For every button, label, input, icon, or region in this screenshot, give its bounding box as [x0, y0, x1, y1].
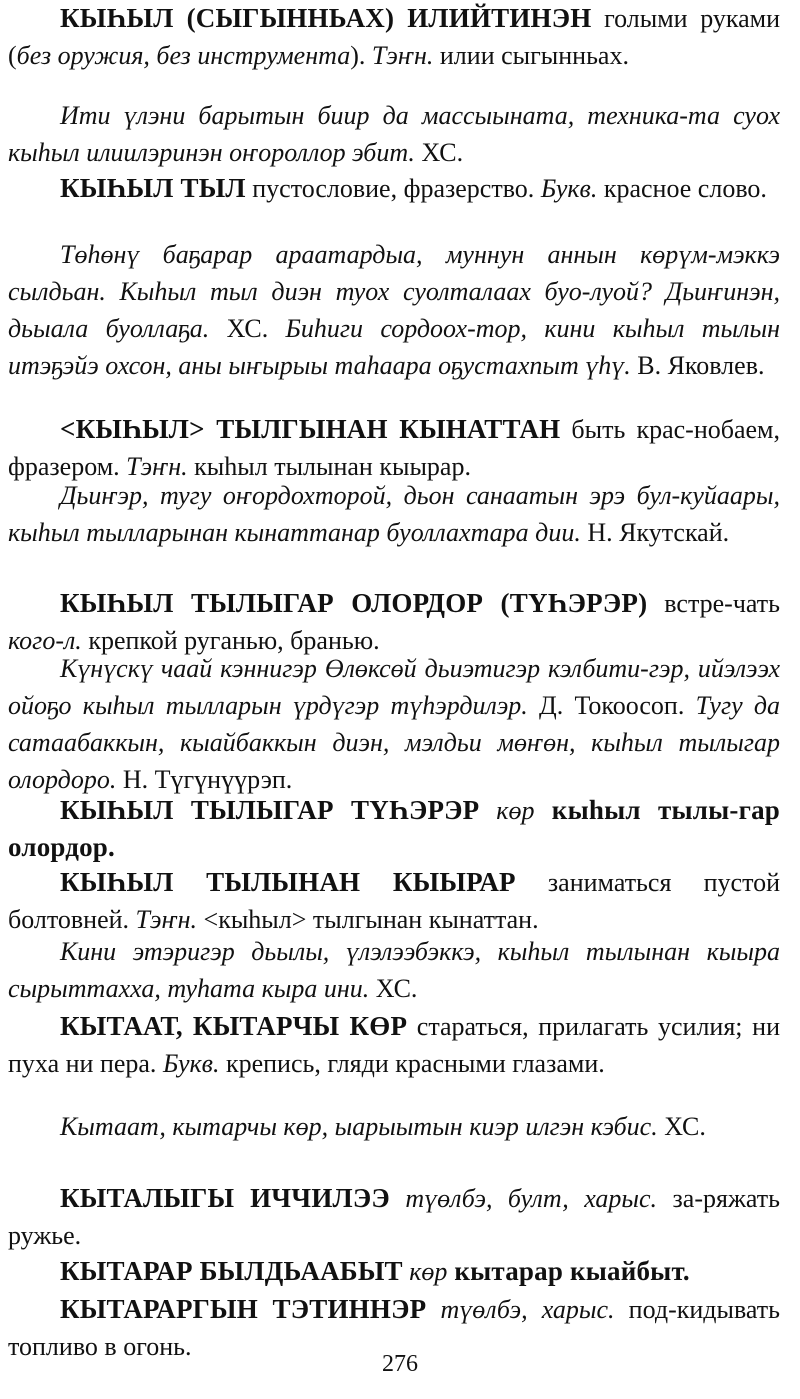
entry-gloss: [426, 1295, 440, 1324]
example-text: [8, 477, 780, 551]
entry-3: [8, 411, 780, 485]
entry-headword: КЫҺЫЛ ТЫЛЫГАР ТҮҺЭРЭР: [60, 795, 480, 825]
entry-abbreviation: Тэҥн.: [371, 41, 434, 70]
entry-4: [8, 585, 780, 659]
entry-text: [8, 411, 780, 485]
example-3: [8, 477, 780, 551]
entry-gloss-italic: без оружия, без инструмента: [16, 41, 351, 70]
example-text: [8, 236, 780, 384]
entry-headword: КЫҺЫЛ ТЫЛЫНАН КЫЫРАР: [60, 867, 516, 897]
entry-gloss: голыми руками (: [8, 4, 780, 70]
entry-7: [8, 1008, 780, 1082]
entry-9: [8, 1253, 780, 1290]
entry-8: [8, 1180, 780, 1254]
entry-text: [8, 1180, 780, 1254]
entry-gloss: крепись, гляди красными глазами.: [219, 1049, 605, 1078]
entry-gloss: пустословие, фразерство.: [245, 174, 541, 203]
example-4: [8, 650, 780, 798]
entry-gloss: кыһыл тылынан кыырар.: [187, 452, 471, 481]
entry-gloss: <кыһыл> тылгынан кынаттан.: [197, 905, 539, 934]
entry-headword: КЫТАРАРГЫН ТЭТИННЭР: [60, 1294, 427, 1324]
entry-text: [8, 1008, 780, 1082]
example-quote: Төһөнү баҕарар араатардыа, муннун аннын көрүм-мэккэ сылдьан. Кыһыл тыл диэн туох суолталаах буо-луой? Дьиҥинэн, дьыала буоллаҕа.: [8, 240, 780, 343]
entry-gloss: [479, 796, 496, 825]
example-quote: Күнүскү чаай кэннигэр Өлөксөй дьиэтигэр кэлбити-гэр, ийэлээх ойоҕо кыһыл тылларын үрдүгэр түһэрдилэр.: [8, 654, 780, 720]
entry-gloss: заниматься пустой болтовней.: [8, 868, 780, 934]
example-author: ХС.: [209, 314, 286, 343]
entry-crossref: кытарар кыайбыт.: [447, 1256, 690, 1286]
example-author: Д. Токоосоп.: [527, 691, 696, 720]
entry-headword: КЫҺЫЛ ТЫЛ: [60, 173, 246, 203]
example-1: [8, 97, 780, 171]
example-quote: Кытаат, кытарчы көр, ыарыытын киэр илгэн кэбис.: [60, 1112, 658, 1141]
example-author: В. Яковлев.: [630, 351, 765, 380]
entry-text: [8, 170, 780, 207]
example-author: Н. Түгүнүүрэп.: [116, 765, 293, 794]
example-author: Н. Якутскай.: [580, 518, 730, 547]
entry-text: [8, 0, 780, 74]
entry-6: [8, 864, 780, 938]
example-quote: Кини этэригэр дьылы, үлэлээбэккэ, кыһыл тылынан кыыра сырыттахха, туһата кыра ини.: [8, 937, 780, 1003]
example-5: [8, 933, 780, 1007]
example-text: [8, 933, 780, 1007]
entry-abbreviation: Букв.: [162, 1049, 220, 1078]
entry-gloss: быть крас-нобаем, фразером.: [8, 415, 780, 481]
entry-crossref: кыһыл тылы-гар олордор.: [8, 795, 780, 862]
example-quote: Дьиҥэр, тугу оҥордохторой, дьон санаатын эрэ бул-куйаары, кыһыл тылларынан кынаттанар буоллахтара дии.: [8, 481, 780, 547]
example-6: [8, 1108, 780, 1145]
entry-gloss: под-кидывать топливо в огонь.: [8, 1295, 780, 1361]
entry-gloss: крепкой руганью, бранью.: [81, 626, 380, 655]
entry-text: [8, 792, 780, 866]
entry-headword: КЫТАРАР БЫЛДЬААБЫТ: [60, 1256, 403, 1286]
entry-headword: <КЫҺЫЛ> ТЫЛГЫНАН КЫНАТТАН: [60, 414, 561, 444]
example-text: [8, 650, 780, 798]
entry-text: [8, 585, 780, 659]
entry-gloss: за-ряжать ружье.: [8, 1184, 781, 1250]
example-author: ХС.: [657, 1112, 706, 1141]
entry-abbreviation: Букв.: [540, 174, 598, 203]
example-quote: Тугу да сатаабаккын, кыайбаккын диэн, мэлдьи мөҥөн, кыһыл тылыгар олордоро.: [8, 691, 780, 794]
entry-2: [8, 170, 780, 207]
entry-1: [8, 0, 780, 74]
entry-abbreviation: Тэҥн.: [126, 452, 188, 481]
entry-gloss-italic: түөлбэ, булт, харыс.: [405, 1184, 658, 1213]
entry-headword: КЫТАЛЫГЫ ИЧЧИЛЭЭ: [60, 1183, 390, 1213]
example-2: [8, 236, 780, 384]
entry-text: [8, 864, 780, 938]
entry-abbreviation: Тэҥн.: [135, 905, 198, 934]
entry-gloss: стараться, прилагать усилия; ни пуха ни пера.: [8, 1012, 780, 1078]
entry-gloss: красное слово.: [597, 174, 767, 203]
example-text: [8, 97, 780, 171]
entry-gloss: [390, 1184, 405, 1213]
page-number: 276: [382, 1351, 418, 1377]
entry-headword: КЫТААТ, КЫТАРЧЫ КӨР: [60, 1011, 408, 1041]
entry-headword: КЫҺЫЛ (СЫГЫННЬАХ) ИЛИЙТИНЭН: [60, 3, 592, 33]
example-quote: Ити үлэни барытын биир да массыыната, техника-та суох кыһыл илиилэринэн оҥороллор эбит.: [8, 101, 780, 167]
entry-text: [8, 1253, 780, 1290]
entry-gloss-italic: кого-л.: [8, 626, 82, 655]
example-author: ХС.: [369, 974, 418, 1003]
entry-gloss-italic: көр: [496, 796, 535, 825]
entry-gloss-italic: түөлбэ, харыс.: [440, 1295, 615, 1324]
example-text: [8, 1108, 780, 1145]
entry-gloss-italic: көр: [409, 1257, 448, 1286]
entry-gloss: ).: [350, 41, 372, 70]
entry-gloss: илии сыгынньах.: [433, 41, 629, 70]
entry-gloss: встре-чать: [647, 589, 780, 618]
entry-5: [8, 792, 780, 866]
example-quote: Биһиги сордоох-тор, кини кыһыл тылын итэҕэйэ охсон, аны ыҥырыы таһаара оҕустахпыт үһү.: [8, 314, 780, 380]
entry-headword: КЫҺЫЛ ТЫЛЫГАР ОЛОРДОР (ТҮҺЭРЭР): [60, 588, 648, 618]
example-author: ХС.: [414, 138, 464, 167]
